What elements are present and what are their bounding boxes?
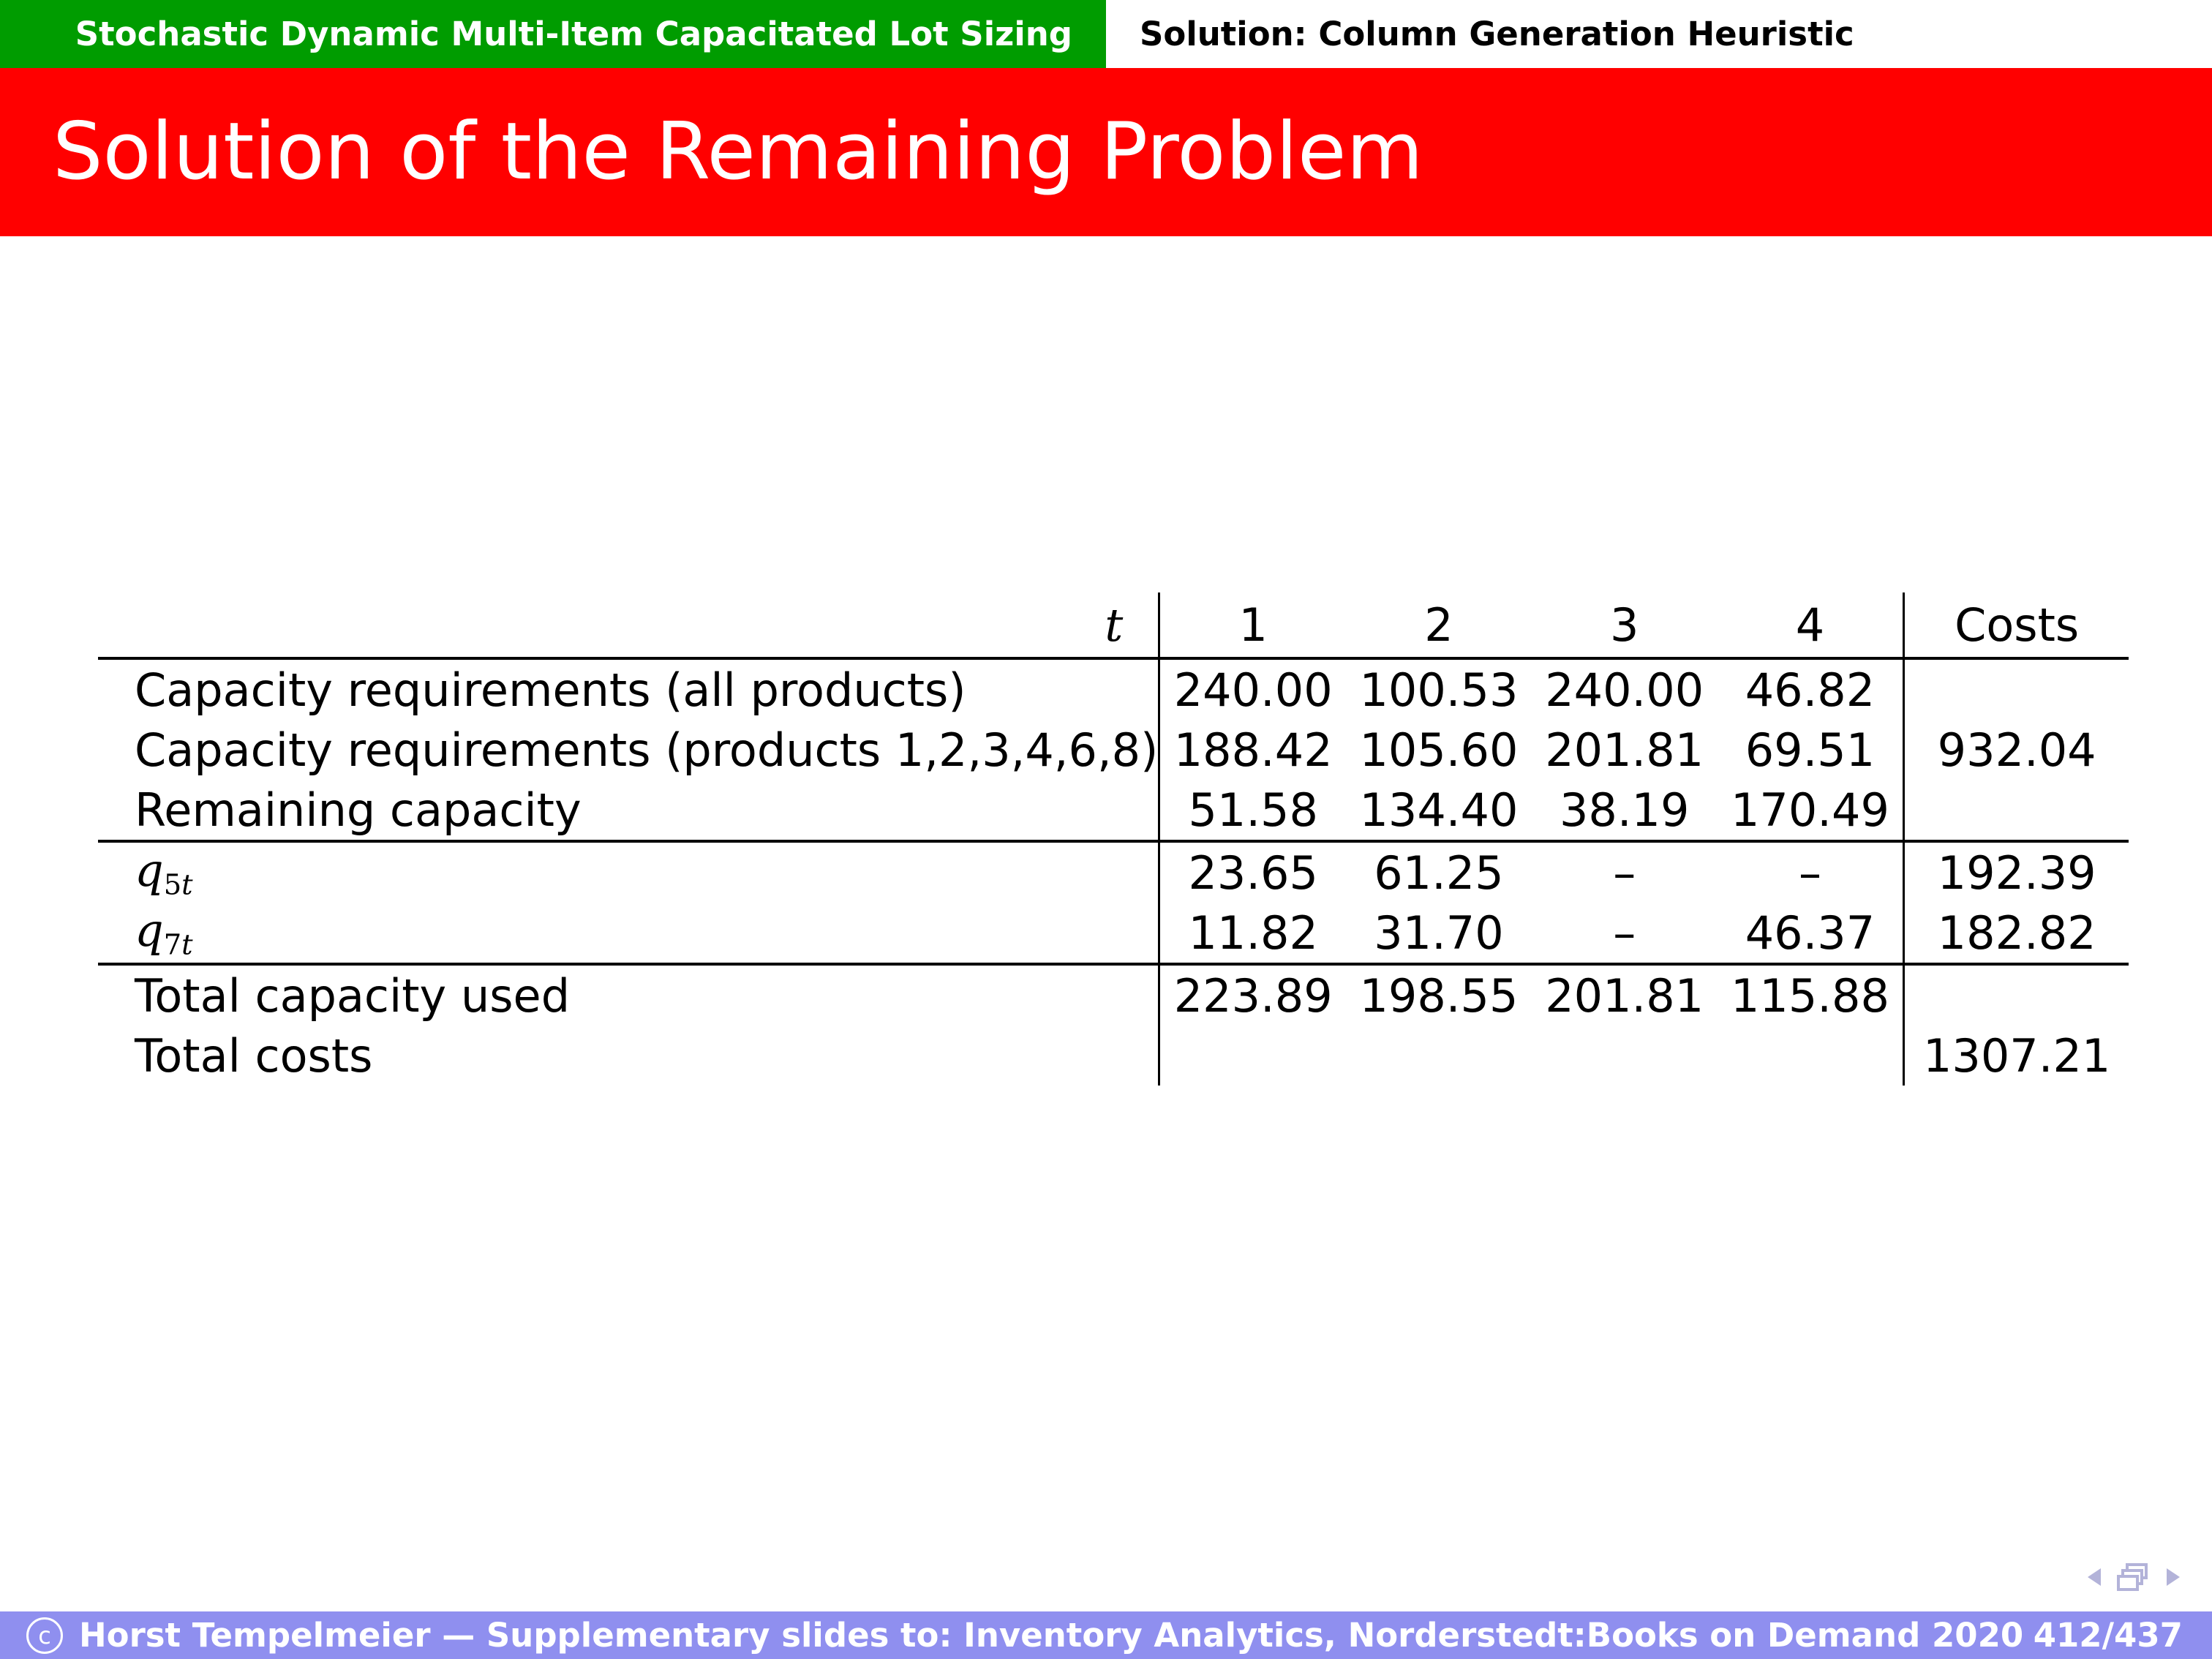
frame-stack-icon[interactable] (2115, 1562, 2152, 1592)
costs-header: Costs (1904, 592, 2129, 658)
cell-value: 46.82 (1718, 658, 1904, 720)
cost-value: 932.04 (1904, 720, 2129, 780)
cell-value: 38.19 (1559, 783, 1690, 837)
math-q7t: $q_{7t}$ (135, 903, 193, 962)
cell-value: 115.88 (1718, 964, 1904, 1026)
table-row (98, 964, 2129, 1026)
row-label-q7t (98, 903, 1159, 964)
headline-bar (0, 0, 2212, 68)
results-table (98, 592, 2129, 1086)
row-label: Capacity requirements (products 1,2,3,4,6,8) (98, 720, 1159, 780)
cell-value: 100.53 (1346, 658, 1532, 720)
cell-value: 51.58 (1188, 783, 1318, 837)
period-4-header: 4 (1795, 598, 1825, 652)
period-2-header: 2 (1424, 598, 1453, 652)
nav-back-icon[interactable] (2086, 1567, 2102, 1587)
cost-value (1904, 658, 2129, 720)
cell-value: 134.40 (1359, 783, 1519, 837)
cell-value (1346, 1026, 1532, 1086)
page-number: 412/437 (2033, 1616, 2183, 1655)
table-row (98, 1026, 2129, 1086)
row-label-q5t (98, 841, 1159, 903)
table-row (98, 780, 2129, 841)
footer-text: Horst Tempelmeier — Supplementary slides to: Inventory Analytics, Norderstedt:Books on Demand 2020 (79, 1616, 2024, 1655)
cell-value: 240.00 (1532, 658, 1718, 720)
math-q5t: $q_{5t}$ (135, 843, 193, 902)
cell-value: 223.89 (1159, 964, 1346, 1026)
period-1-header: 1 (1238, 598, 1268, 652)
cell-value (1532, 1026, 1718, 1086)
navigation-symbols (2086, 1562, 2181, 1592)
row-label: Capacity requirements (all products) (98, 658, 1159, 720)
cell-value: – (1532, 841, 1718, 903)
cell-value: 61.25 (1346, 841, 1532, 903)
cell-value: 170.49 (1730, 783, 1889, 837)
table-header-row (98, 592, 2129, 658)
cell-value: 201.81 (1545, 723, 1704, 777)
cost-value: 192.39 (1904, 841, 2129, 903)
cell-value: 69.51 (1745, 723, 1876, 777)
cost-value (1904, 964, 2129, 1026)
footer-bar (0, 1611, 2212, 1659)
row-label: Total capacity used (98, 964, 1159, 1026)
period-symbol: t (98, 592, 1159, 658)
cell-value: 198.55 (1346, 964, 1532, 1026)
cell-value: 188.42 (1173, 723, 1333, 777)
row-label: Remaining capacity (98, 780, 1159, 841)
cost-value: 1307.21 (1904, 1026, 2129, 1086)
subsection-title[interactable]: Solution: Column Generation Heuristic (1106, 0, 2212, 68)
row-label: Total costs (98, 1026, 1159, 1086)
cell-value: 11.82 (1188, 906, 1318, 960)
title-bar (0, 68, 2212, 236)
table-row (98, 841, 2129, 903)
slide-title: Solution of the Remaining Problem (53, 106, 1423, 198)
cell-value: – (1613, 906, 1636, 960)
cell-value: 201.81 (1532, 964, 1718, 1026)
cell-value: 23.65 (1159, 841, 1346, 903)
cell-value (1159, 1026, 1346, 1086)
cell-value: 46.37 (1745, 906, 1876, 960)
table-row (98, 658, 2129, 720)
period-3-header: 3 (1609, 598, 1639, 652)
section-title[interactable]: Stochastic Dynamic Multi-Item Capacitated Lot Sizing (0, 0, 1106, 68)
cell-value: 240.00 (1159, 658, 1346, 720)
footer-credit (26, 1611, 2023, 1659)
cell-value: 105.60 (1359, 723, 1519, 777)
table-row (98, 720, 2129, 780)
results-table-wrap (98, 592, 2129, 1087)
table-row (98, 903, 2129, 964)
cell-value: – (1718, 841, 1904, 903)
cost-value (1904, 780, 2129, 841)
cost-value: 182.82 (1904, 903, 2129, 964)
cell-value: 31.70 (1374, 906, 1504, 960)
cell-value (1718, 1026, 1904, 1086)
nav-forward-icon[interactable] (2165, 1567, 2181, 1587)
copyright-icon: c (26, 1617, 63, 1654)
